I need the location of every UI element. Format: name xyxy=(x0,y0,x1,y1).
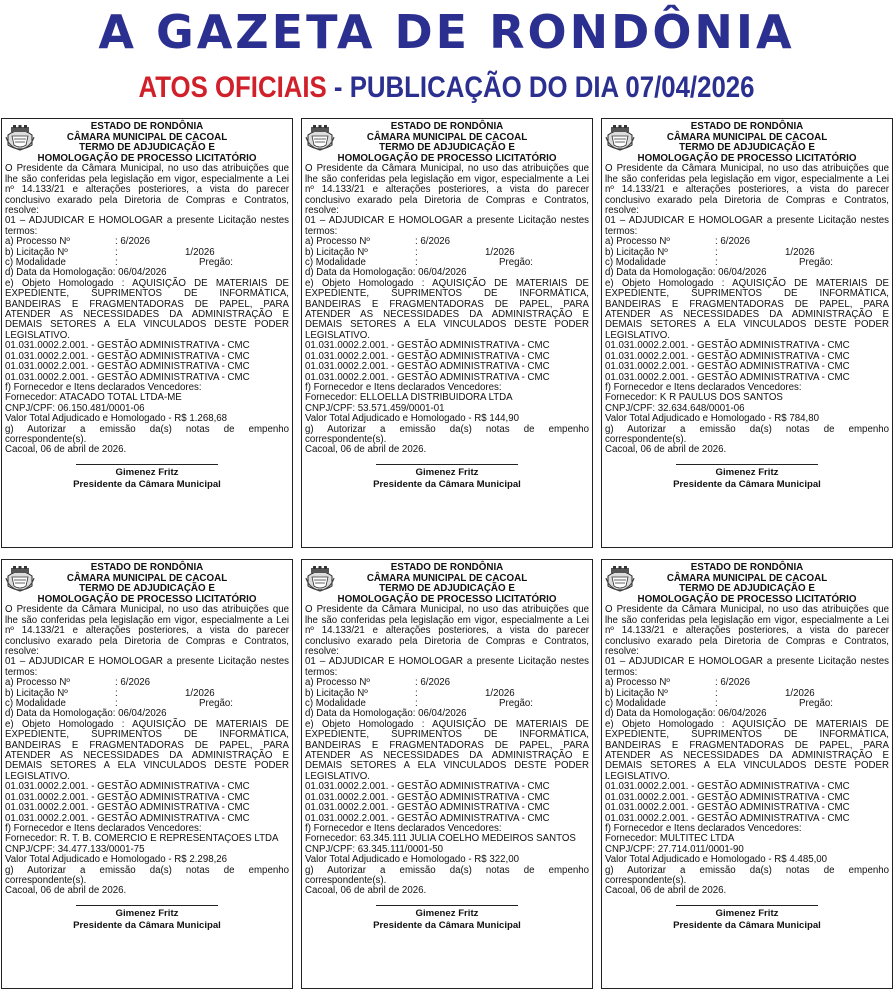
item-01: 01 – ADJUDICAR E HOMOLOGAR a presente Licitação nestes termos: xyxy=(5,656,289,678)
modality-value: Pregão: xyxy=(799,698,833,710)
object-paragraph: e) Objeto Homologado : AQUISIÇÃO DE MATERIAIS DE EXPEDIENTE, SUPRIMENTOS DE INFORMÁTICA, BANDEIRAS E FRAGMENTADORAS DE PAPEL, PARA ATENDER AS NECESSIDADES DA ADMINISTRAÇÃO E DEMAIS SETORES A ELA VINCULADOS DESTE PODER LEGISLATIVO. xyxy=(305,277,589,341)
chamber-line: CÂMARA MUNICIPAL DE CACOAL xyxy=(366,131,528,143)
intro-paragraph: O Presidente da Câmara Municipal, no uso das atribuições que lhe são conferidas pela legislação em vigor, especialmente a Lei nº 14.133/21 e alterações posteriores, a vista do parecer conclusivo exarado pela Diretoria de Compras e Contratos, resolve: xyxy=(605,604,889,657)
modality-colon: : xyxy=(715,698,718,710)
term-line-1: TERMO DE ADJUDICAÇÃO E xyxy=(679,142,815,154)
homologation-date: d) Data da Homologação: 06/04/2026 xyxy=(305,267,467,279)
term-line-2: HOMOLOGAÇÃO DE PROCESSO LICITATÓRIO xyxy=(637,593,857,605)
homologation-date: d) Data da Homologação: 06/04/2026 xyxy=(605,708,767,720)
modality-label: c) Modalidade xyxy=(5,698,66,710)
supplier-cnpj: CNPJ/CPF: 63.345.111/0001-50 xyxy=(305,843,444,855)
item-01: 01 – ADJUDICAR E HOMOLOGAR a presente Licitação nestes termos: xyxy=(305,656,589,678)
state-line: ESTADO DE RONDÔNIA xyxy=(90,562,204,573)
chamber-line: CÂMARA MUNICIPAL DE CACOAL xyxy=(666,131,828,143)
state-line: ESTADO DE RONDÔNIA xyxy=(690,562,804,573)
total-value: Valor Total Adjudicado e Homologado - R$ 784,80 xyxy=(605,413,819,425)
notice-body xyxy=(305,164,589,490)
official-notice-4 xyxy=(1,559,293,989)
process-label: a) Processo Nº xyxy=(605,236,670,248)
homologation-date: d) Data da Homologação: 06/04/2026 xyxy=(305,708,467,720)
total-value: Valor Total Adjudicado e Homologado - R$ 322,00 xyxy=(305,854,519,866)
supplier-name: Fornecedor: ATACADO TOTAL LTDA-ME xyxy=(5,392,182,404)
bid-colon: : xyxy=(115,246,118,258)
bid-value: 1/2026 xyxy=(785,246,815,258)
place-date: Cacoal, 06 de abril de 2026. xyxy=(5,885,127,897)
budget-line: 01.031.0002.2.001. - GESTÃO ADMINISTRATIVA - CMC xyxy=(605,350,850,362)
budget-line: 01.031.0002.2.001. - GESTÃO ADMINISTRATIVA - CMC xyxy=(5,350,250,362)
official-notice-2 xyxy=(301,118,593,548)
state-line: ESTADO DE RONDÔNIA xyxy=(90,121,204,132)
supplier-name: Fornecedor: K R PAULUS DOS SANTOS xyxy=(605,392,783,404)
bid-colon: : xyxy=(415,687,418,699)
budget-line: 01.031.0002.2.001. - GESTÃO ADMINISTRATIVA - CMC xyxy=(305,361,550,373)
object-paragraph: e) Objeto Homologado : AQUISIÇÃO DE MATERIAIS DE EXPEDIENTE, SUPRIMENTOS DE INFORMÁTICA, BANDEIRAS E FRAGMENTADORAS DE PAPEL, PARA ATENDER AS NECESSIDADES DA ADMINISTRAÇÃO E DEMAIS SETORES A ELA VINCULADOS DESTE PODER LEGISLATIVO. xyxy=(305,718,589,782)
signature-line xyxy=(76,905,218,906)
bid-label: b) Licitação Nº xyxy=(305,246,368,258)
budget-line: 01.031.0002.2.001. - GESTÃO ADMINISTRATIVA - CMC xyxy=(605,371,850,383)
authorization-line: g) Autorizar a emissão da(s) notas de empenho correspondente(s). xyxy=(305,864,589,886)
process-value: : 6/2026 xyxy=(115,677,151,689)
modality-value: Pregão: xyxy=(799,257,833,269)
intro-paragraph: O Presidente da Câmara Municipal, no uso das atribuições que lhe são conferidas pela legislação em vigor, especialmente a Lei nº 14.133/21 e alterações posteriores, a vista do parecer conclusivo exarado pela Diretoria de Compras e Contratos, resolve: xyxy=(305,604,589,657)
state-line: ESTADO DE RONDÔNIA xyxy=(390,562,504,573)
place-date: Cacoal, 06 de abril de 2026. xyxy=(5,444,127,456)
notice-header xyxy=(605,563,889,605)
official-notice-3 xyxy=(601,118,893,548)
authorization-line: g) Autorizar a emissão da(s) notas de empenho correspondente(s). xyxy=(5,423,289,445)
term-line-2: HOMOLOGAÇÃO DE PROCESSO LICITATÓRIO xyxy=(37,152,257,164)
process-label: a) Processo Nº xyxy=(5,236,70,248)
budget-line: 01.031.0002.2.001. - GESTÃO ADMINISTRATIVA - CMC xyxy=(5,371,250,383)
budget-line: 01.031.0002.2.001. - GESTÃO ADMINISTRATIVA - CMC xyxy=(605,791,850,803)
notice-body xyxy=(5,164,289,490)
modality-colon: : xyxy=(715,257,718,269)
notice-header xyxy=(605,122,889,164)
supplier-name: Fornecedor: 63.345.111 JULIA COELHO MEDEIROS SANTOS xyxy=(305,833,576,845)
modality-label: c) Modalidade xyxy=(305,698,366,710)
budget-line: 01.031.0002.2.001. - GESTÃO ADMINISTRATIVA - CMC xyxy=(5,802,250,814)
supplier-heading: f) Fornecedor e Itens declarados Vencedores: xyxy=(5,822,202,834)
place-date: Cacoal, 06 de abril de 2026. xyxy=(605,444,727,456)
state-line: ESTADO DE RONDÔNIA xyxy=(690,121,804,132)
budget-line: 01.031.0002.2.001. - GESTÃO ADMINISTRATIVA - CMC xyxy=(305,371,550,383)
municipal-crest-icon xyxy=(605,123,635,153)
header-separator: - xyxy=(326,71,350,104)
authorization-line: g) Autorizar a emissão da(s) notas de empenho correspondente(s). xyxy=(605,423,889,445)
section-title: ATOS OFICIAIS xyxy=(138,71,327,104)
object-paragraph: e) Objeto Homologado : AQUISIÇÃO DE MATERIAIS DE EXPEDIENTE, SUPRIMENTOS DE INFORMÁTICA, BANDEIRAS E FRAGMENTADORAS DE PAPEL, PARA ATENDER AS NECESSIDADES DA ADMINISTRAÇÃO E DEMAIS SETORES A ELA VINCULADOS DESTE PODER LEGISLATIVO. xyxy=(605,277,889,341)
process-value: : 6/2026 xyxy=(415,236,451,248)
modality-label: c) Modalidade xyxy=(605,698,666,710)
modality-value: Pregão: xyxy=(499,698,533,710)
chamber-line: CÂMARA MUNICIPAL DE CACOAL xyxy=(366,572,528,584)
modality-label: c) Modalidade xyxy=(305,257,366,269)
state-line: ESTADO DE RONDÔNIA xyxy=(390,121,504,132)
notices-grid xyxy=(0,118,893,992)
supplier-name: Fornecedor: MULTITEC LTDA xyxy=(605,833,735,845)
object-paragraph: e) Objeto Homologado : AQUISIÇÃO DE MATERIAIS DE EXPEDIENTE, SUPRIMENTOS DE INFORMÁTICA, BANDEIRAS E FRAGMENTADORAS DE PAPEL, PARA ATENDER AS NECESSIDADES DA ADMINISTRAÇÃO E DEMAIS SETORES A ELA VINCULADOS DESTE PODER LEGISLATIVO. xyxy=(605,718,889,782)
place-date: Cacoal, 06 de abril de 2026. xyxy=(305,444,427,456)
process-value: : 6/2026 xyxy=(715,236,751,248)
budget-line: 01.031.0002.2.001. - GESTÃO ADMINISTRATIVA - CMC xyxy=(605,812,850,824)
signer-name: Gimenez Fritz xyxy=(415,466,479,478)
term-line-1: TERMO DE ADJUDICAÇÃO E xyxy=(79,583,215,595)
bid-colon: : xyxy=(715,687,718,699)
term-line-1: TERMO DE ADJUDICAÇÃO E xyxy=(679,583,815,595)
supplier-cnpj: CNPJ/CPF: 34.477.133/0001-75 xyxy=(5,843,145,855)
place-date: Cacoal, 06 de abril de 2026. xyxy=(605,885,727,897)
chamber-line: CÂMARA MUNICIPAL DE CACOAL xyxy=(66,131,228,143)
municipal-crest-icon xyxy=(5,564,35,594)
budget-line: 01.031.0002.2.001. - GESTÃO ADMINISTRATIVA - CMC xyxy=(305,350,550,362)
budget-line: 01.031.0002.2.001. - GESTÃO ADMINISTRATIVA - CMC xyxy=(605,802,850,814)
signer-title: Presidente da Câmara Municipal xyxy=(373,919,521,931)
total-value: Valor Total Adjudicado e Homologado - R$ 1.268,68 xyxy=(5,413,228,425)
process-value: : 6/2026 xyxy=(415,677,451,689)
authorization-line: g) Autorizar a emissão da(s) notas de empenho correspondente(s). xyxy=(605,864,889,886)
signer-title: Presidente da Câmara Municipal xyxy=(673,919,821,931)
modality-value: Pregão: xyxy=(499,257,533,269)
supplier-heading: f) Fornecedor e Itens declarados Vencedores: xyxy=(5,381,202,393)
modality-colon: : xyxy=(415,257,418,269)
budget-line: 01.031.0002.2.001. - GESTÃO ADMINISTRATIVA - CMC xyxy=(305,791,550,803)
term-line-2: HOMOLOGAÇÃO DE PROCESSO LICITATÓRIO xyxy=(337,593,557,605)
official-notice-6 xyxy=(601,559,893,989)
signer-name: Gimenez Fritz xyxy=(415,907,479,919)
notice-body xyxy=(605,164,889,490)
homologation-date: d) Data da Homologação: 06/04/2026 xyxy=(5,267,167,279)
process-value: : 6/2026 xyxy=(115,236,151,248)
budget-line: 01.031.0002.2.001. - GESTÃO ADMINISTRATIVA - CMC xyxy=(5,791,250,803)
budget-line: 01.031.0002.2.001. - GESTÃO ADMINISTRATIVA - CMC xyxy=(5,781,250,793)
bid-label: b) Licitação Nº xyxy=(605,246,668,258)
process-label: a) Processo Nº xyxy=(305,677,370,689)
process-label: a) Processo Nº xyxy=(605,677,670,689)
municipal-crest-icon xyxy=(5,123,35,153)
intro-paragraph: O Presidente da Câmara Municipal, no uso das atribuições que lhe são conferidas pela legislação em vigor, especialmente a Lei nº 14.133/21 e alterações posteriores, a vista do parecer conclusivo exarado pela Diretoria de Compras e Contratos, resolve: xyxy=(605,163,889,216)
bid-value: 1/2026 xyxy=(185,246,215,258)
budget-line: 01.031.0002.2.001. - GESTÃO ADMINISTRATIVA - CMC xyxy=(305,812,550,824)
notice-body xyxy=(605,605,889,931)
place-date: Cacoal, 06 de abril de 2026. xyxy=(305,885,427,897)
total-value: Valor Total Adjudicado e Homologado - R$ 4.485,00 xyxy=(605,854,828,866)
signature-line xyxy=(676,464,818,465)
budget-line: 01.031.0002.2.001. - GESTÃO ADMINISTRATIVA - CMC xyxy=(305,802,550,814)
bid-label: b) Licitação Nº xyxy=(605,687,668,699)
supplier-cnpj: CNPJ/CPF: 06.150.481/0001-06 xyxy=(5,402,145,414)
modality-colon: : xyxy=(115,698,118,710)
modality-colon: : xyxy=(115,257,118,269)
bid-colon: : xyxy=(115,687,118,699)
municipal-crest-icon xyxy=(305,123,335,153)
budget-line: 01.031.0002.2.001. - GESTÃO ADMINISTRATIVA - CMC xyxy=(605,340,850,352)
supplier-name: Fornecedor: R. T. B. COMERCIO E REPRESENTAÇOES LTDA xyxy=(5,833,279,845)
publication-date: PUBLICAÇÃO DO DIA 07/04/2026 xyxy=(349,71,755,104)
bid-value: 1/2026 xyxy=(785,687,815,699)
budget-line: 01.031.0002.2.001. - GESTÃO ADMINISTRATIVA - CMC xyxy=(605,361,850,373)
budget-line: 01.031.0002.2.001. - GESTÃO ADMINISTRATIVA - CMC xyxy=(5,340,250,352)
intro-paragraph: O Presidente da Câmara Municipal, no uso das atribuições que lhe são conferidas pela legislação em vigor, especialmente a Lei nº 14.133/21 e alterações posteriores, a vista do parecer conclusivo exarado pela Diretoria de Compras e Contratos, resolve: xyxy=(305,163,589,216)
notice-header xyxy=(305,122,589,164)
budget-line: 01.031.0002.2.001. - GESTÃO ADMINISTRATIVA - CMC xyxy=(605,781,850,793)
signature-line xyxy=(376,464,518,465)
signer-name: Gimenez Fritz xyxy=(715,466,779,478)
signer-title: Presidente da Câmara Municipal xyxy=(73,919,221,931)
supplier-heading: f) Fornecedor e Itens declarados Vencedores: xyxy=(605,822,802,834)
term-line-1: TERMO DE ADJUDICAÇÃO E xyxy=(79,142,215,154)
signature-line xyxy=(376,905,518,906)
homologation-date: d) Data da Homologação: 06/04/2026 xyxy=(605,267,767,279)
signer-name: Gimenez Fritz xyxy=(115,466,179,478)
supplier-cnpj: CNPJ/CPF: 32.634.648/0001-06 xyxy=(605,402,745,414)
intro-paragraph: O Presidente da Câmara Municipal, no uso das atribuições que lhe são conferidas pela legislação em vigor, especialmente a Lei nº 14.133/21 e alterações posteriores, a vista do parecer conclusivo exarado pela Diretoria de Compras e Contratos, resolve: xyxy=(5,163,289,216)
supplier-cnpj: CNPJ/CPF: 53.571.459/0001-01 xyxy=(305,402,445,414)
notice-body xyxy=(5,605,289,931)
modality-value: Pregão: xyxy=(199,257,233,269)
homologation-date: d) Data da Homologação: 06/04/2026 xyxy=(5,708,167,720)
supplier-cnpj: CNPJ/CPF: 27.714.011/0001-90 xyxy=(605,843,744,855)
bid-colon: : xyxy=(415,246,418,258)
chamber-line: CÂMARA MUNICIPAL DE CACOAL xyxy=(66,572,228,584)
bid-value: 1/2026 xyxy=(485,687,515,699)
chamber-line: CÂMARA MUNICIPAL DE CACOAL xyxy=(666,572,828,584)
notice-header xyxy=(5,122,289,164)
intro-paragraph: O Presidente da Câmara Municipal, no uso das atribuições que lhe são conferidas pela legislação em vigor, especialmente a Lei nº 14.133/21 e alterações posteriores, a vista do parecer conclusivo exarado pela Diretoria de Compras e Contratos, resolve: xyxy=(5,604,289,657)
budget-line: 01.031.0002.2.001. - GESTÃO ADMINISTRATIVA - CMC xyxy=(305,340,550,352)
authorization-line: g) Autorizar a emissão da(s) notas de empenho correspondente(s). xyxy=(305,423,589,445)
notice-header xyxy=(5,563,289,605)
bid-value: 1/2026 xyxy=(485,246,515,258)
notice-body xyxy=(305,605,589,931)
total-value: Valor Total Adjudicado e Homologado - R$ 2.298,26 xyxy=(5,854,228,866)
modality-colon: : xyxy=(415,698,418,710)
bid-label: b) Licitação Nº xyxy=(5,687,68,699)
signer-name: Gimenez Fritz xyxy=(115,907,179,919)
modality-label: c) Modalidade xyxy=(5,257,66,269)
publication-header xyxy=(63,68,831,108)
term-line-2: HOMOLOGAÇÃO DE PROCESSO LICITATÓRIO xyxy=(637,152,857,164)
bid-label: b) Licitação Nº xyxy=(5,246,68,258)
municipal-crest-icon xyxy=(305,564,335,594)
official-notice-1 xyxy=(1,118,293,548)
modality-value: Pregão: xyxy=(199,698,233,710)
municipal-crest-icon xyxy=(605,564,635,594)
bid-label: b) Licitação Nº xyxy=(305,687,368,699)
supplier-heading: f) Fornecedor e Itens declarados Vencedores: xyxy=(605,381,802,393)
item-01: 01 – ADJUDICAR E HOMOLOGAR a presente Licitação nestes termos: xyxy=(5,215,289,237)
bid-value: 1/2026 xyxy=(185,687,215,699)
term-line-2: HOMOLOGAÇÃO DE PROCESSO LICITATÓRIO xyxy=(337,152,557,164)
budget-line: 01.031.0002.2.001. - GESTÃO ADMINISTRATIVA - CMC xyxy=(5,812,250,824)
term-line-1: TERMO DE ADJUDICAÇÃO E xyxy=(379,142,515,154)
budget-line: 01.031.0002.2.001. - GESTÃO ADMINISTRATIVA - CMC xyxy=(5,361,250,373)
supplier-heading: f) Fornecedor e Itens declarados Vencedores: xyxy=(305,381,502,393)
bid-colon: : xyxy=(715,246,718,258)
modality-label: c) Modalidade xyxy=(605,257,666,269)
total-value: Valor Total Adjudicado e Homologado - R$ 144,90 xyxy=(305,413,519,425)
signer-title: Presidente da Câmara Municipal xyxy=(373,478,521,490)
signature-line xyxy=(676,905,818,906)
object-paragraph: e) Objeto Homologado : AQUISIÇÃO DE MATERIAIS DE EXPEDIENTE, SUPRIMENTOS DE INFORMÁTICA, BANDEIRAS E FRAGMENTADORAS DE PAPEL, PARA ATENDER AS NECESSIDADES DA ADMINISTRAÇÃO E DEMAIS SETORES A ELA VINCULADOS DESTE PODER LEGISLATIVO. xyxy=(5,718,289,782)
official-notice-5 xyxy=(301,559,593,989)
term-line-2: HOMOLOGAÇÃO DE PROCESSO LICITATÓRIO xyxy=(37,593,257,605)
item-01: 01 – ADJUDICAR E HOMOLOGAR a presente Licitação nestes termos: xyxy=(605,215,889,237)
signer-title: Presidente da Câmara Municipal xyxy=(673,478,821,490)
signer-name: Gimenez Fritz xyxy=(715,907,779,919)
signer-title: Presidente da Câmara Municipal xyxy=(73,478,221,490)
signature-line xyxy=(76,464,218,465)
process-value: : 6/2026 xyxy=(715,677,751,689)
authorization-line: g) Autorizar a emissão da(s) notas de empenho correspondente(s). xyxy=(5,864,289,886)
supplier-name: Fornecedor: ELLOELLA DISTRIBUIDORA LTDA xyxy=(305,392,513,404)
supplier-heading: f) Fornecedor e Itens declarados Vencedores: xyxy=(305,822,502,834)
newspaper-title: A GAZETA DE RONDÔNIA xyxy=(98,5,795,59)
budget-line: 01.031.0002.2.001. - GESTÃO ADMINISTRATIVA - CMC xyxy=(305,781,550,793)
notice-header xyxy=(305,563,589,605)
item-01: 01 – ADJUDICAR E HOMOLOGAR a presente Licitação nestes termos: xyxy=(305,215,589,237)
object-paragraph: e) Objeto Homologado : AQUISIÇÃO DE MATERIAIS DE EXPEDIENTE, SUPRIMENTOS DE INFORMÁTICA, BANDEIRAS E FRAGMENTADORAS DE PAPEL, PARA ATENDER AS NECESSIDADES DA ADMINISTRAÇÃO E DEMAIS SETORES A ELA VINCULADOS DESTE PODER LEGISLATIVO. xyxy=(5,277,289,341)
term-line-1: TERMO DE ADJUDICAÇÃO E xyxy=(379,583,515,595)
item-01: 01 – ADJUDICAR E HOMOLOGAR a presente Licitação nestes termos: xyxy=(605,656,889,678)
process-label: a) Processo Nº xyxy=(5,677,70,689)
process-label: a) Processo Nº xyxy=(305,236,370,248)
